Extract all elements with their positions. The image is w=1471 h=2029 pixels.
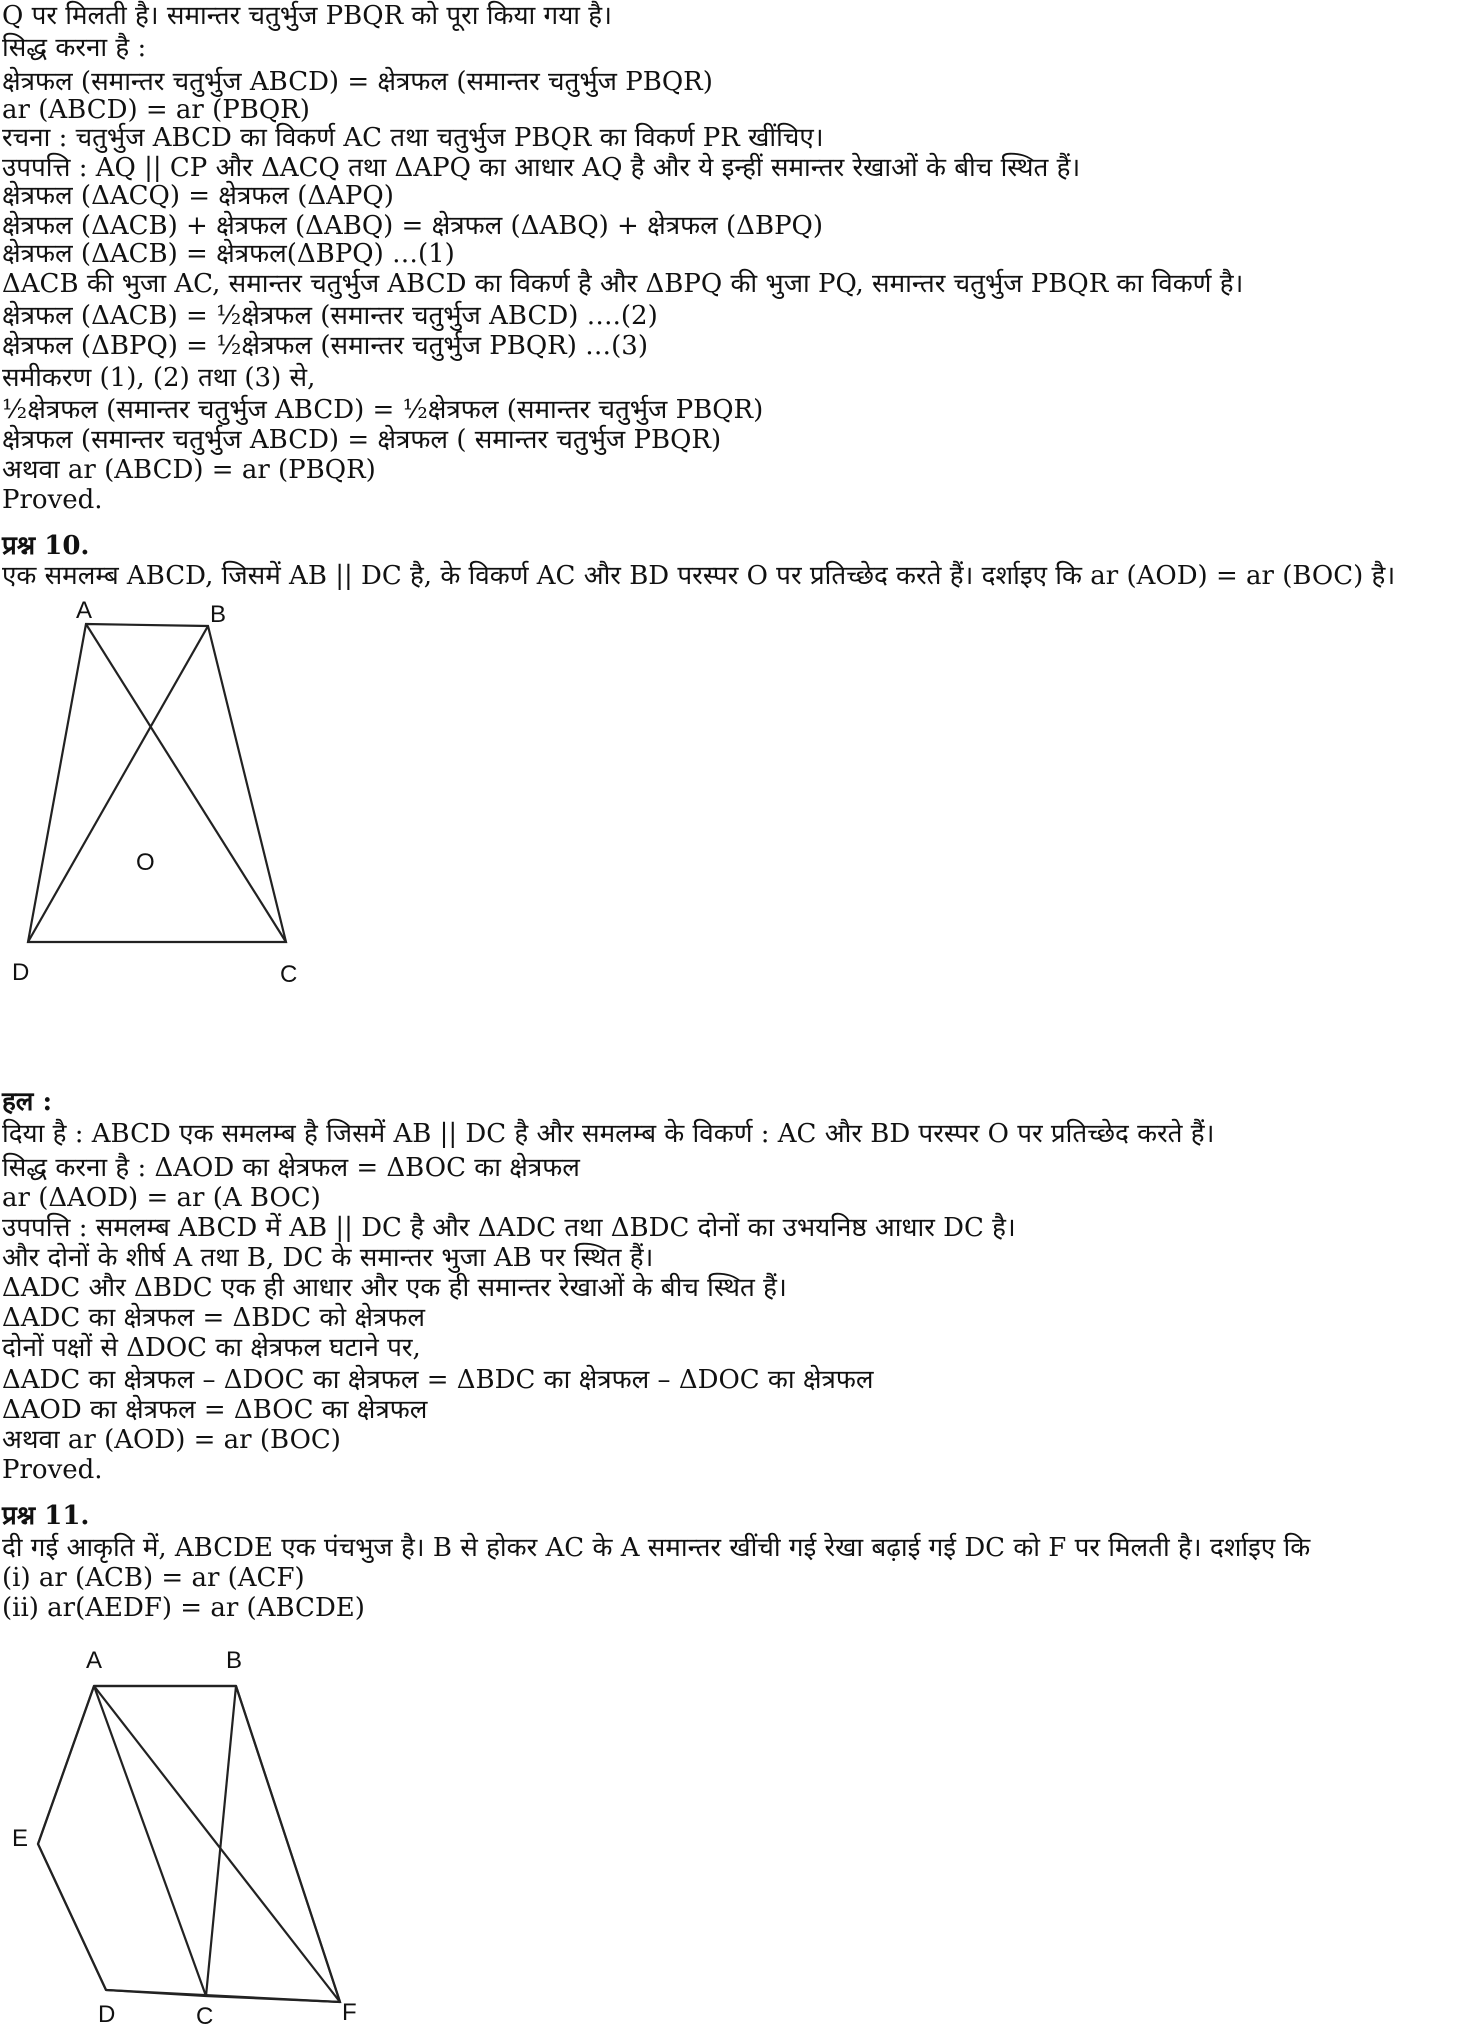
text-line: ΔADC का क्षेत्रफल – ΔDOC का क्षेत्रफल = ΔBDC का क्षेत्रफल – ΔDOC का क्षेत्रफल — [2, 1365, 874, 1395]
text-line: Proved. — [2, 485, 103, 515]
text-line: दोनों पक्षों से ΔDOC का क्षेत्रफल घटाने पर, — [2, 1333, 421, 1363]
vertex-label-d: D — [98, 2001, 116, 2027]
vertex-label-c: C — [196, 2003, 214, 2027]
text-line: और दोनों के शीर्ष A तथा B, DC के समान्तर भुजा AB पर स्थित हैं। — [2, 1243, 654, 1273]
text-line: ΔADC का क्षेत्रफल = ΔBDC को क्षेत्रफल — [2, 1303, 426, 1333]
text-line: क्षेत्रफल (समान्तर चतुर्भुज ABCD) = क्षेत्रफल ( समान्तर चतुर्भुज PBQR) — [2, 425, 722, 455]
vertex-label-a: A — [86, 1647, 103, 1674]
text-line: अथवा ar (AOD) = ar (BOC) — [2, 1425, 341, 1455]
pentagon-figure — [0, 1622, 380, 2027]
text-line: Proved. — [2, 1455, 103, 1485]
text-line: उपपत्ति : AQ || CP और ΔACQ तथा ΔAPQ का आधार AQ है और ये इन्हीं समान्तर रेखाओं के बीच स्थित हैं। — [2, 153, 1081, 183]
text-line: उपपत्ति : समलम्ब ABCD में AB || DC है और ΔADC तथा ΔBDC दोनों का उभयनिष्ठ आधार DC है। — [2, 1213, 1016, 1243]
text-line: Q पर मिलती है। समान्तर चतुर्भुज PBQR को पूरा किया गया है। — [2, 1, 612, 31]
text-line: अथवा ar (ABCD) = ar (PBQR) — [2, 455, 376, 485]
text-line: ar (ΔAOD) = ar (A BOC) — [2, 1183, 321, 1213]
line-dcf — [106, 1990, 340, 2002]
text-line: ΔACB की भुजा AC, समान्तर चतुर्भुज ABCD का विकर्ण है और ΔBPQ की भुजा PQ, समान्तर चतुर्भुज PBQR का विकर्ण है। — [2, 269, 1244, 299]
text-line: दिया है : ABCD एक समलम्ब है जिसमें AB || DC है और समलम्ब के विकर्ण : AC और BD परस्पर O पर प्रतिच्छेद करते हैं। — [2, 1119, 1215, 1149]
question-heading: प्रश्न 11. — [2, 1501, 90, 1531]
text-line: ΔAOD का क्षेत्रफल = ΔBOC का क्षेत्रफल — [2, 1395, 428, 1425]
pentagon-left-sides — [38, 1686, 106, 1990]
point-label-o: O — [136, 849, 155, 876]
text-line: समीकरण (1), (2) तथा (3) से, — [2, 363, 316, 393]
line-bc — [206, 1686, 236, 1996]
text-line: ½क्षेत्रफल (समान्तर चतुर्भुज ABCD) = ½क्षेत्रफल (समान्तर चतुर्भुज PBQR) — [2, 395, 764, 425]
vertex-label-b: B — [210, 601, 227, 628]
vertex-label-f: F — [342, 1999, 357, 2026]
text-line: सिद्ध करना है : — [2, 33, 147, 63]
question-text: दी गई आकृति में, ABCDE एक पंचभुज है। B से होकर AC के A समान्तर खींची गई रेखा बढ़ाई गई DC को F पर मिलती है। दर्शाइए कि — [2, 1533, 1311, 1563]
trapezium-figure — [0, 592, 320, 1012]
text-line: रचना : चतुर्भुज ABCD का विकर्ण AC तथा चतुर्भुज PBQR का विकर्ण PR खींचिए। — [2, 123, 824, 153]
text-line: क्षेत्रफल (ΔACQ) = क्षेत्रफल (ΔAPQ) — [2, 181, 394, 211]
vertex-label-c: C — [280, 961, 298, 988]
diagonal-ac — [86, 624, 286, 942]
pentagon-outline — [38, 1686, 340, 2002]
solution-heading: हल : — [2, 1087, 53, 1117]
text-line: ar (ABCD) = ar (PBQR) — [2, 95, 310, 125]
vertex-label-a: A — [76, 597, 93, 624]
question-part: (i) ar (ACB) = ar (ACF) — [2, 1563, 305, 1593]
vertex-label-d: D — [12, 959, 30, 986]
text-line: सिद्ध करना है : ΔAOD का क्षेत्रफल = ΔBOC का क्षेत्रफल — [2, 1153, 580, 1183]
trapezium-abcd — [28, 624, 286, 942]
text-line: क्षेत्रफल (समान्तर चतुर्भुज ABCD) = क्षेत्रफल (समान्तर चतुर्भुज PBQR) — [2, 67, 713, 97]
vertex-label-e: E — [12, 1825, 29, 1852]
line-ac — [94, 1686, 206, 1996]
text-line: क्षेत्रफल (ΔACB) = ½क्षेत्रफल (समान्तर चतुर्भुज ABCD) ….(2) — [2, 301, 658, 331]
text-line: क्षेत्रफल (ΔACB) + क्षेत्रफल (ΔABQ) = क्षेत्रफल (ΔABQ) + क्षेत्रफल (ΔBPQ) — [2, 211, 824, 241]
text-line: क्षेत्रफल (ΔBPQ) = ½क्षेत्रफल (समान्तर चतुर्भुज PBQR) …(3) — [2, 331, 648, 361]
line-af — [94, 1686, 340, 2002]
question-part: (ii) ar(AEDF) = ar (ABCDE) — [2, 1593, 365, 1623]
text-line: क्षेत्रफल (ΔACB) = क्षेत्रफल(ΔBPQ) …(1) — [2, 239, 455, 269]
question-heading: प्रश्न 10. — [2, 531, 90, 561]
vertex-label-b: B — [226, 1647, 243, 1674]
text-line: ΔADC और ΔBDC एक ही आधार और एक ही समान्तर रेखाओं के बीच स्थित हैं। — [2, 1273, 787, 1303]
line-bf — [236, 1686, 340, 2002]
question-text: एक समलम्ब ABCD, जिसमें AB || DC है, के विकर्ण AC और BD परस्पर O पर प्रतिच्छेद करते हैं। दर्शाइए कि ar (AOD) = ar (BOC) है। — [2, 561, 1396, 591]
